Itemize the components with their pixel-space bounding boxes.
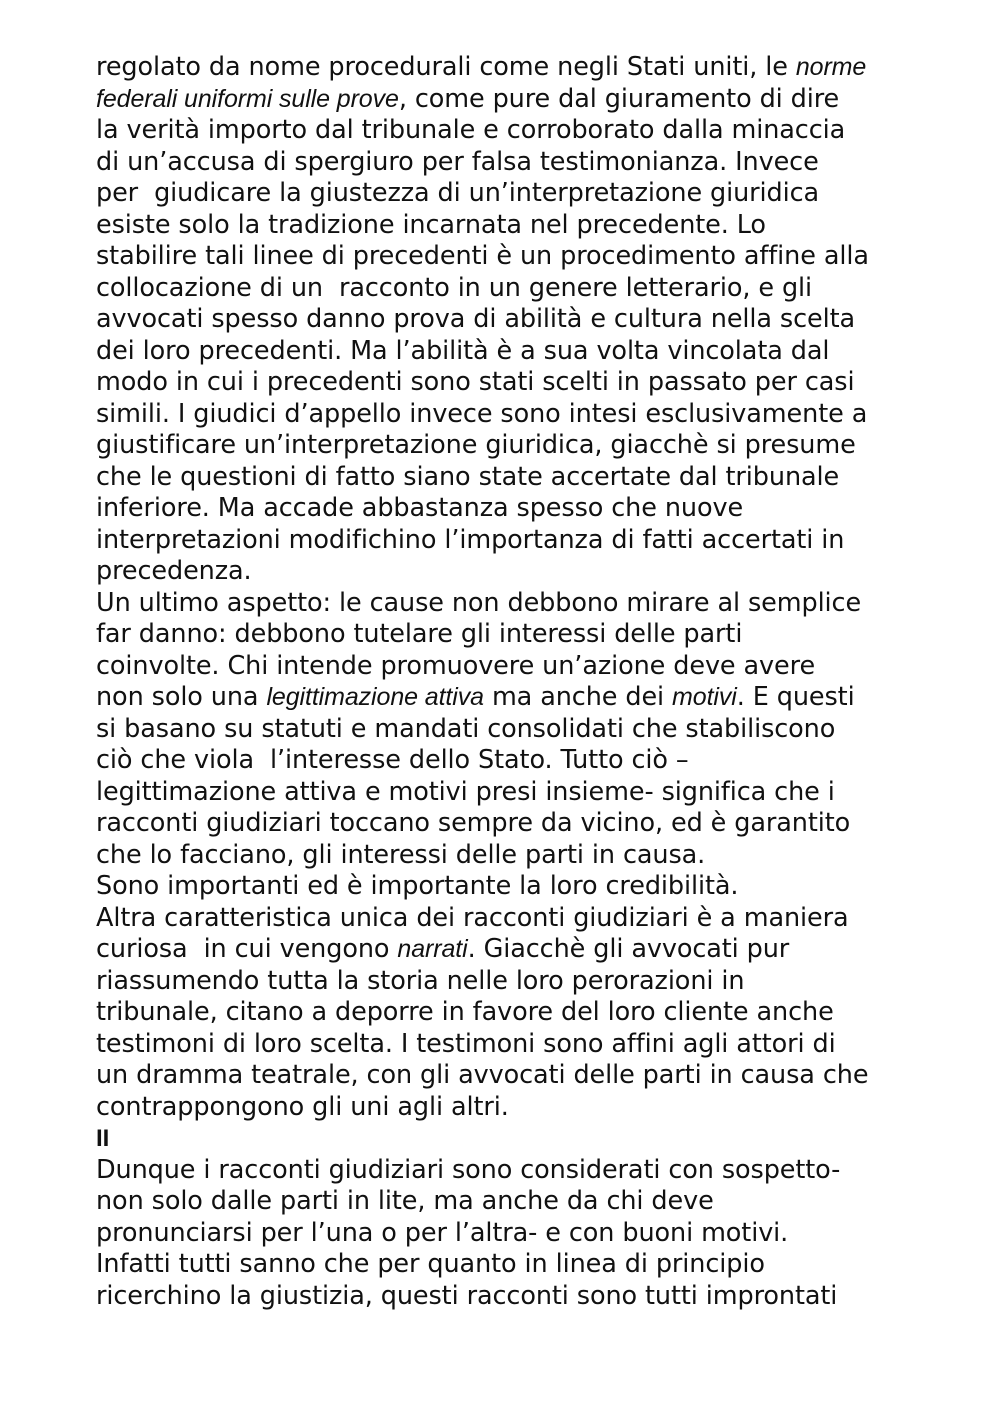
text-line [96, 966, 916, 998]
text-line [96, 210, 916, 242]
text-line [96, 1029, 916, 1061]
text-line [96, 304, 916, 336]
text-line [96, 556, 916, 588]
text-segment: legittimazione attiva e motivi presi insieme- significa che i [96, 776, 835, 807]
text-segment: stabilire tali linee di precedenti è un procedimento affine alla [96, 241, 869, 271]
text-segment: un dramma teatrale, con gli avvocati delle parti in causa che [96, 1060, 869, 1090]
text-segment: non solo una [96, 682, 267, 712]
italic-text: legittimazione attiva [266, 683, 484, 711]
text-segment: coinvolte. Chi intende promuovere un’azione deve avere [96, 650, 816, 681]
text-line [96, 367, 916, 399]
text-segment: regolato da nome procedurali come negli Stati uniti, le [96, 52, 796, 82]
text-segment: . Giacchè gli avvocati pur [467, 934, 790, 964]
text-line [96, 399, 916, 431]
text-segment: non solo dalle parti in lite, ma anche da chi deve [96, 1186, 714, 1216]
text-segment: interpretazioni modifichino l’importanza di fatti accertati in [96, 524, 845, 555]
body-text [96, 52, 916, 1312]
text-line [96, 1281, 916, 1313]
document-page [96, 52, 916, 1312]
text-segment: far danno: debbono tutelare gli interessi delle parti [96, 619, 743, 649]
text-segment: precedenza. [96, 556, 252, 586]
text-segment: Un ultimo aspetto: le cause non debbono mirare al semplice [96, 587, 862, 618]
text-line [96, 336, 916, 368]
text-line [96, 871, 916, 903]
text-line [96, 840, 916, 872]
text-segment: la verità importo dal tribunale e corroborato dalla minaccia [96, 115, 846, 145]
text-segment: curiosa in cui vengono [96, 934, 398, 964]
text-line [96, 147, 916, 179]
text-line [96, 808, 916, 840]
text-line [96, 462, 916, 494]
text-line [96, 651, 916, 683]
text-line [96, 1060, 916, 1092]
text-line [96, 115, 916, 147]
text-line [96, 934, 916, 966]
text-segment: contrappongono gli uni agli altri. [96, 1091, 509, 1122]
text-segment: per giudicare la giustezza di un’interpretazione giuridica [96, 178, 820, 208]
text-line [96, 1092, 916, 1124]
text-segment: riassumendo tutta la storia nelle loro perorazioni in [96, 965, 745, 996]
text-line [96, 84, 916, 116]
text-segment: simili. I giudici d’appello invece sono intesi esclusivamente a [96, 398, 868, 429]
text-line [96, 1249, 916, 1281]
text-segment: ma anche dei [483, 682, 673, 712]
text-segment: Sono importanti ed è importante la loro credibilità. [96, 871, 739, 901]
text-segment: esiste solo la tradizione incarnata nel precedente. Lo [96, 209, 766, 240]
text-line [96, 777, 916, 809]
text-line [96, 1155, 916, 1187]
text-line [96, 178, 916, 210]
text-segment: di un’accusa di spergiuro per falsa testimonianza. Invece [96, 146, 819, 177]
italic-text: norme [795, 53, 867, 81]
text-segment: dei loro precedenti. Ma l’abilità è a sua volta vincolata dal [96, 335, 830, 366]
section-heading [96, 1123, 916, 1155]
text-segment: collocazione di un racconto in un genere letterario, e gli [96, 272, 813, 303]
heading-text: II [96, 1125, 110, 1152]
text-line [96, 430, 916, 462]
text-line [96, 997, 916, 1029]
text-line [96, 682, 916, 714]
text-segment: ciò che viola l’interesse dello Stato. Tutto ciò – [96, 745, 689, 775]
text-segment: Dunque i racconti giudiziari sono considerati con sospetto- [96, 1154, 841, 1185]
text-line [96, 493, 916, 525]
text-segment: , come pure dal giuramento di dire [398, 83, 840, 114]
text-segment: pronunciarsi per l’una o per l’altra- e con buoni motivi. [96, 1217, 789, 1248]
text-segment: ricerchino la giustizia, questi racconti sono tutti improntati [96, 1280, 838, 1311]
text-segment: giustificare un’interpretazione giuridica, giacchè si presume [96, 430, 856, 460]
text-line [96, 1186, 916, 1218]
italic-text: federali uniformi sulle prove [96, 84, 399, 113]
italic-text: narrati [397, 935, 468, 963]
text-segment: Altra caratteristica unica dei racconti giudiziari è a maniera [96, 902, 849, 933]
text-segment: avvocati spesso danno prova di abilità e cultura nella scelta [96, 304, 856, 334]
text-segment: inferiore. Ma accade abbastanza spesso che nuove [96, 493, 744, 523]
text-line [96, 52, 916, 84]
text-line [96, 273, 916, 305]
text-line [96, 525, 916, 557]
text-segment: tribunale, citano a deporre in favore del loro cliente anche [96, 997, 834, 1027]
text-line [96, 241, 916, 273]
text-segment: Infatti tutti sanno che per quanto in linea di principio [96, 1249, 765, 1279]
text-line [96, 588, 916, 620]
text-segment: racconti giudiziari toccano sempre da vicino, ed è garantito [96, 808, 851, 838]
text-segment: . E questi [736, 682, 855, 712]
text-line [96, 903, 916, 935]
text-line [96, 745, 916, 777]
text-segment: che lo facciano, gli interessi delle parti in causa. [96, 839, 706, 870]
italic-text: motivi [672, 683, 737, 711]
text-line [96, 619, 916, 651]
text-segment: si basano su statuti e mandati consolidati che stabiliscono [96, 713, 836, 744]
text-segment: che le questioni di fatto siano state accertate dal tribunale [96, 461, 840, 492]
text-line [96, 1218, 916, 1250]
text-segment: modo in cui i precedenti sono stati scelti in passato per casi [96, 367, 855, 397]
text-line [96, 714, 916, 746]
text-segment: testimoni di loro scelta. I testimoni sono affini agli attori di [96, 1028, 836, 1059]
